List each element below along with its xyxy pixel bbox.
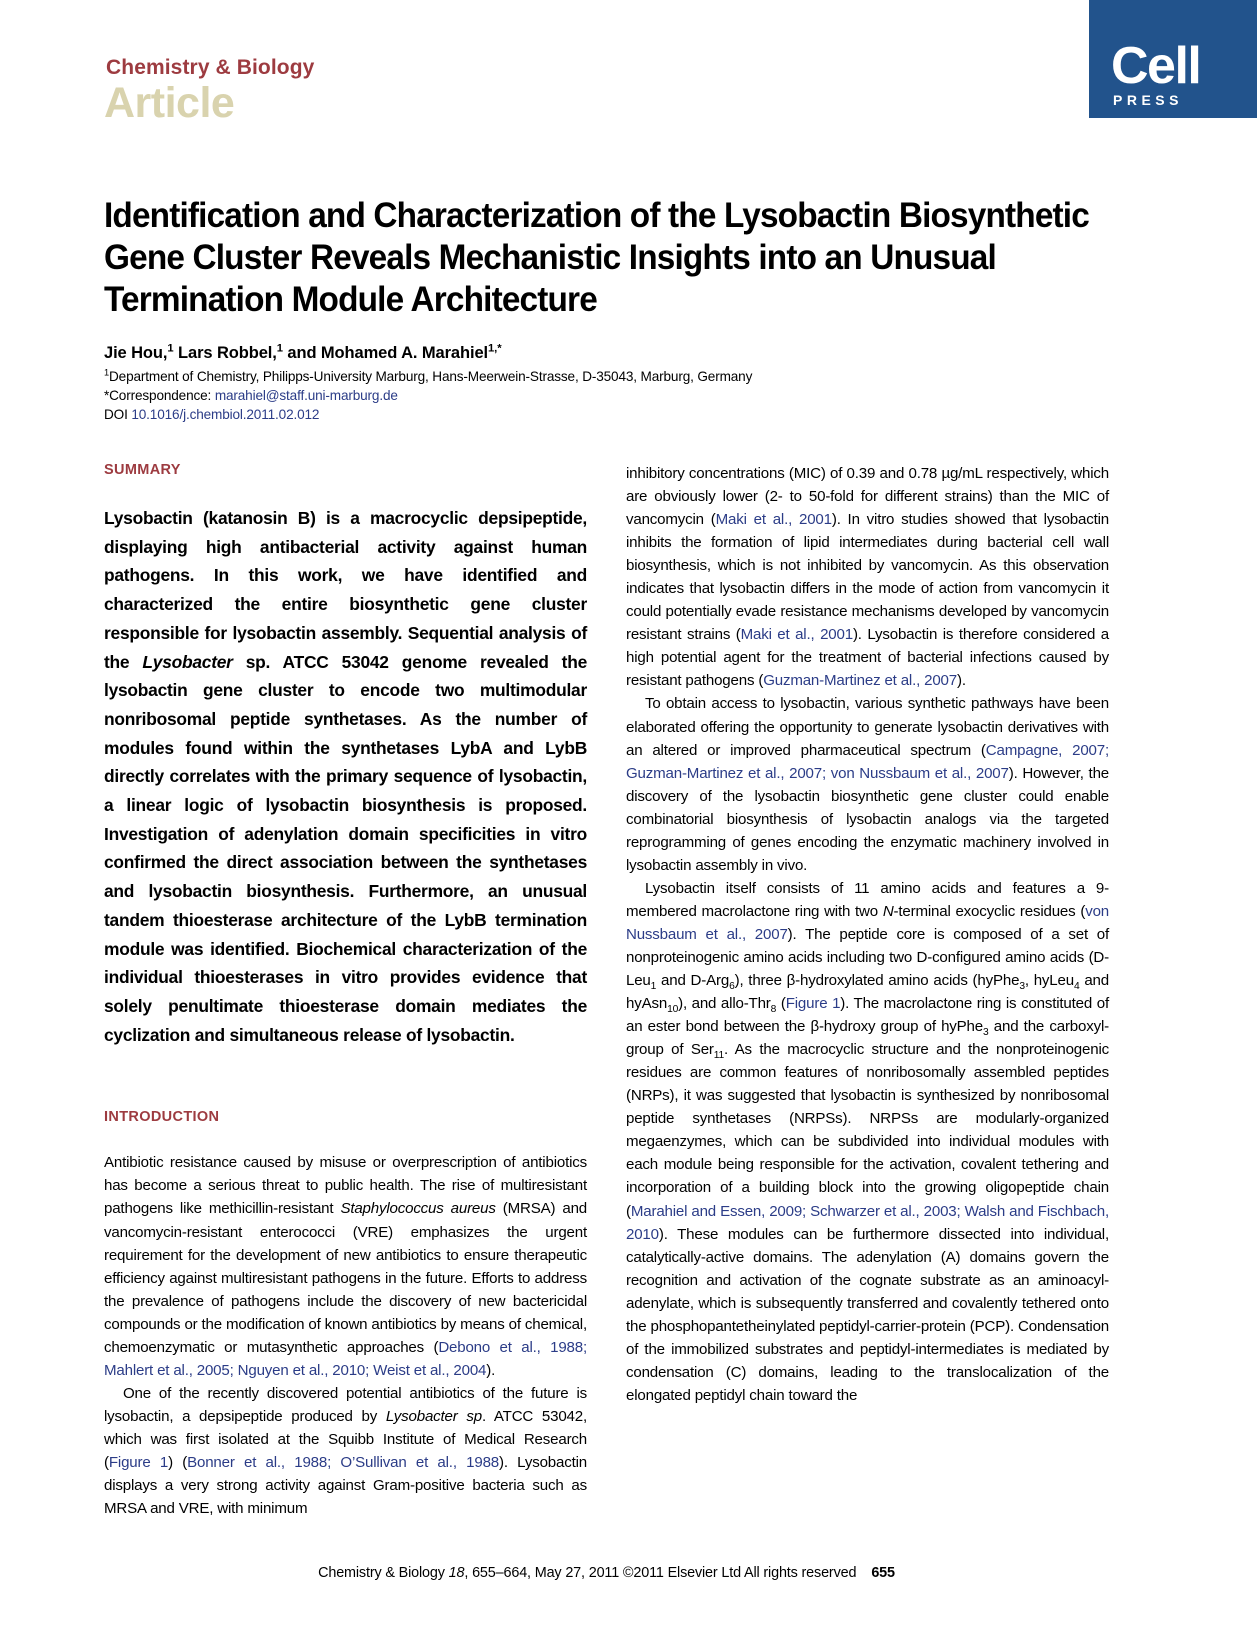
doi <box>104 405 1109 424</box>
doi-link[interactable]: 10.1016/j.chembiol.2011.02.012 <box>131 406 320 422</box>
masthead <box>0 0 1257 140</box>
author-list: Jie Hou,$^1$ Lars Robbel,$^1$ and Mohamed A. Marahiel$^{1,*}$ <box>104 342 502 362</box>
footer-citation: , 655–664, May 27, 2011 ©2011 Elsevier Ltd All rights reserved <box>464 1565 857 1581</box>
cell-press-subtext: PRESS <box>1113 92 1183 108</box>
page-footer <box>104 1565 1109 1581</box>
left-column <box>104 462 587 1522</box>
article-type-label: Article <box>104 79 235 127</box>
body-columns <box>104 462 1109 1522</box>
right-paragraph-3: Lysobactin itself consists of 11 amino acids and features a 9-membered macrolactone ring with two N-terminal exocyclic residues (von Nussbaum et al., 2007). The peptide core is composed of a set of nonproteinogenic amino acids including two D-configured amino acids (D-Leu$_1$ and D-Arg$_6$), three β-hydroxylated amino acids (hyPhe$_3$, hyLeu$_4$ and hyAsn$_{10}$), and allo-Thr$_8$ (Figure 1). The macrolactone ring is constituted of an ester bond between the β-hydroxy group of hyPhe$_3$ and the carboxyl-group of Ser$_{11}$. As the macrocyclic structure and the nonproteinogenic residues are common features of nonribosomally assembled peptides (NRPs), it was suggested that lysobactin is synthesized by nonribosomal peptide synthetases (NRPSs). NRPSs are modularly-organized megaenzymes, which can be subdivided into individual modules with each module being responsible for the activation, covalent tethering and incorporation of a building block into the growing oligopeptide chain (Marahiel and Essen, 2009; Schwarzer et al., 2003; Walsh and Fischbach, 2010). These modules can be furthermore dissected into individual, catalytically-active domains. The adenylation (A) domains govern the recognition and activation of the cognate substrate as an aminoacyl-adenylate, which is subsequently transferred and covalently tethered onto the phosphopantetheinylated peptidyl-carrier-protein (PCP). Condensation of the immobilized substrates and peptidyl-intermediates is mediated by condensation (C) domains, leading to the translocalization of the elongated peptidyl chain toward the <box>626 879 1109 1404</box>
affiliation: $^1$Department of Chemistry, Philipps-University Marburg, Hans-Meerwein-Strasse, D-35043, Marburg, Germany <box>104 366 753 384</box>
right-paragraph-2: To obtain access to lysobactin, various synthetic pathways have been elaborated offering the opportunity to generate lysobactin derivatives with an altered or improved pharmaceutical spectrum (Campagne, 2007; Guzman-Martinez et al., 2007; von Nussbaum et al., 2007). However, the discovery of the lysobactin biosynthetic gene cluster could enable combinatorial biosynthesis of lysobactin analogs via the targeted reprogramming of genes encoding the enzymatic machinery involved in lysobactin assembly in vivo. <box>626 695 1110 874</box>
section-heading-introduction: INTRODUCTION <box>104 1109 220 1126</box>
cell-press-logo <box>1089 0 1257 118</box>
authors-block <box>104 343 1109 424</box>
doi-label: DOI <box>104 406 132 422</box>
page-title: Identification and Characterization of the Lysobactin Biosynthetic Gene Cluster Reveals Mechanistic Insights into an Unusual Termination Module Architecture <box>104 195 1089 319</box>
correspondence-label: *Correspondence: <box>104 387 215 403</box>
correspondence-email-link[interactable]: marahiel@staff.uni-marburg.de <box>214 387 398 403</box>
section-heading-summary: SUMMARY <box>104 462 181 478</box>
intro-paragraph-1: Antibiotic resistance caused by misuse or overprescription of antibiotics has become a serious threat to public health. The rise of multiresistant pathogens like methicillin-resistant Staphylococcus aureus (MRSA) and vancomycin-resistant enterococci (VRE) emphasizes the urgent requirement for the development of new antibiotics to ensure therapeutic efficiency against multiresistant pathogens in the future. Efforts to address the prevalence of pathogens include the discovery of new bactericidal compounds or the modification of known antibiotics by means of chemical, chemoenzymatic or mutasynthetic approaches (Debono et al., 1988; Mahlert et al., 2005; Nguyen et al., 2010; Weist et al., 2004). <box>104 1154 588 1379</box>
journal-name: Chemistry & Biology <box>106 56 315 79</box>
footer-journal: Chemistry & Biology <box>318 1565 449 1581</box>
footer-volume: 18 <box>448 1565 465 1581</box>
intro-paragraph-2: One of the recently discovered potential antibiotics of the future is lysobactin, a depsipeptide produced by Lysobacter sp. ATCC 53042, which was first isolated at the Squibb Institute of Medical Research (Figure 1) (Bonner et al., 1988; O’Sullivan et al., 1988). Lysobactin displays a very strong activity against Gram-positive bacteria such as MRSA and VRE, with minimum <box>104 1384 587 1518</box>
right-column <box>626 462 1109 1522</box>
right-paragraph-1: inhibitory concentrations (MIC) of 0.39 and 0.78 µg/mL respectively, which are obviously lower (2- to 50-fold for different strains) than the MIC of vancomycin (Maki et al., 2001). In vitro studies showed that lysobactin inhibits the formation of lipid intermediates during bacterial cell wall biosynthesis, which is not inhibited by vancomycin. As this observation indicates that lysobactin differs in the mode of action from vancomycin it could potentially evade resistance mechanisms developed by vancomycin resistant strains (Maki et al., 2001). Lysobactin is therefore considered a high potential agent for the treatment of bacterial infections caused by resistant pathogens (Guzman-Martinez et al., 2007). <box>626 465 1109 690</box>
cell-press-wordmark: Cell <box>1111 37 1201 95</box>
summary-paragraph: Lysobactin (katanosin B) is a macrocyclic depsipeptide, displaying high antibacterial activity against human pathogens. In this work, we have identified and characterized the entire biosynthetic gene cluster responsible for lysobactin assembly. Sequential analysis of the Lysobacter sp. ATCC 53042 genome revealed the lysobactin gene cluster to encode two multimodular nonribosomal peptide synthetases. As the number of modules found within the synthetases LybA and LybB directly correlates with the primary sequence of lysobactin, a linear logic of lysobactin biosynthesis is proposed. Investigation of adenylation domain specificities in vitro confirmed the direct association between the synthetases and lysobactin biosynthesis. Furthermore, an unusual tandem thioesterase architecture of the LybB termination module was identified. Biochemical characterization of the individual thioesterases in vitro provides evidence that solely penultimate thioesterase domain mediates the cyclization and simultaneous release of lysobactin. <box>104 508 588 1045</box>
page-number: 655 <box>871 1565 895 1581</box>
title-block <box>104 194 1109 320</box>
correspondence <box>104 386 1109 405</box>
